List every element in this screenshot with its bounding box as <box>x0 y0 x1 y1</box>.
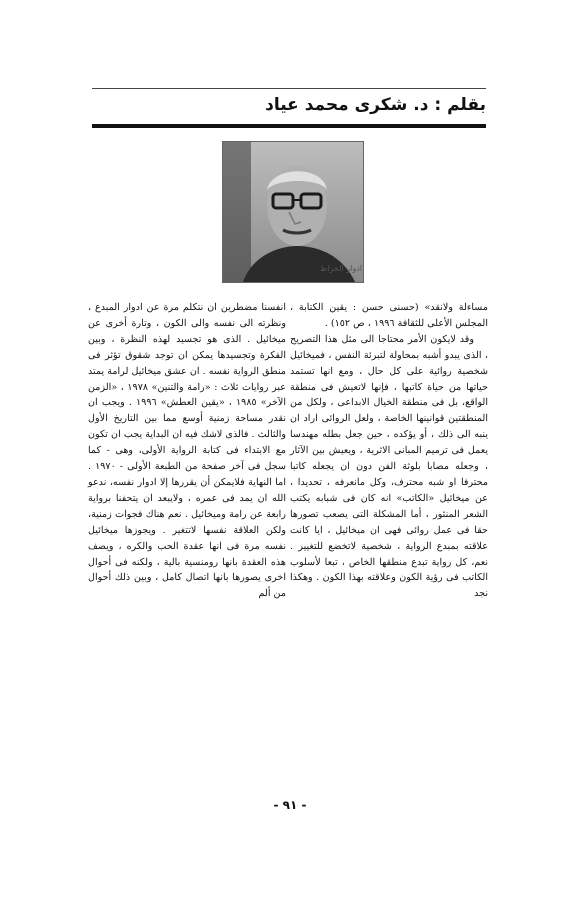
paragraph: انفسنا مضطرين ان نتكلم مرة عن ادوار المبدع ، ونظرته الى نفسه والى الكون ، وتارة أخرى عن ميخائيل . الذى هو تجسيد لهذه النظرة ، وبين الفكرة وتجسيدها يمكن ان توجد شقوق تؤثر فى منطق الرواية نفسه . ان عشق ميخائيل لرامة يمتد عبر روايات ثلاث : «رامة والتنين» ١٩٧٨ ، «الزمن الآخر» ١٩٨٥ ، «يقين العطش» ١٩٩٦ . ويجب ان نقدر مساحة زمنية أوسع مما بين التاريخ الأول والثالث . فالذى لاشك فيه ان البداية يجب ان تكون مع الابتداء فى كتابة الرواية الأولى، وهى - كما سجل فى آخر صفحة من الطبعة الأولى - ١٩٧٠ . اما النهاية فلايمكن أن يقررها إلا ادوار نفسه، ندعو الله ان يمد فى عمره ، ولايبعد ان يتحفنا برواية رابعة عن رامة وميخائيل . نعم هناك فجوات زمنية، ولكن العلاقة نفسها لاتتغير . ويجوزها ميخائيل نفسه مرة فى انها عقدة الحب والكره ، ويصف هذه العقدة بانها رومنسية بالية ، ولكنه فى أحوال اخرى يصورها بانها اتصال كامل ، وبين ذلك أحوال من ألم <box>88 302 287 600</box>
portrait-image <box>223 142 363 282</box>
author-photo <box>222 141 364 283</box>
text-column-right <box>290 300 488 602</box>
header-bottom-rule <box>92 124 486 128</box>
page-number: - ٩١ - <box>273 798 307 812</box>
text-column-left <box>88 300 286 602</box>
paragraph: مساءلة ولانقد» (حسنى حسن : يقين الكتابة ، المجلس الأعلى للثقافة ١٩٩٦ ، ص ١٥٢) . <box>290 302 488 329</box>
paragraph: وقد لايكون الأمر محتاجا الى مثل هذا التصريح ، الذى يبدو أشبه بمحاولة لتبرئة النفس ، فميخائيل شخصية روائية على كل حال ، ومع انها تستمد حياتها من حياة كاتبها ، فإنها لاتعيش فى منطقة الواقع، بل فى منطقة الخيال الابداعى ، ولكل من المنطقتين قوانينها الخاصة ، ولعل الروائى اراد ان ينبه الى ذلك ، أو يؤكده ، حين جعل بطله مهندسا يعمل فى ترميم المبانى الاثرية ، ويعيش بين الآثار ، وجعله مصابا بلوثة الفن دون ان يجعله كاتبا محترفا او شبه محترف، وكل مانعرفه ، تحديدا ، عن ميخائيل «الكاتب» انه كان فى شبابه يكتب الشعر المنثور ، أما المشكلة التى يصعب تصورها حقا فى عمل روائى فهى ان ميخائيل ، ايا كانت علاقته بمبدع الرواية ، شخصية لاتخضع للتغيير . نعم، كل رواية تبدع منطقها الخاص ، تبعا لأسلوب الكاتب فى رؤية الكون وعلاقته بهذا الكون . وهكذا نجد <box>290 333 488 600</box>
header-top-rule <box>92 88 486 89</box>
photo-caption: ادوار الخراط <box>319 264 362 273</box>
author-byline: بقلم : د. شكرى محمد عياد <box>265 95 486 115</box>
